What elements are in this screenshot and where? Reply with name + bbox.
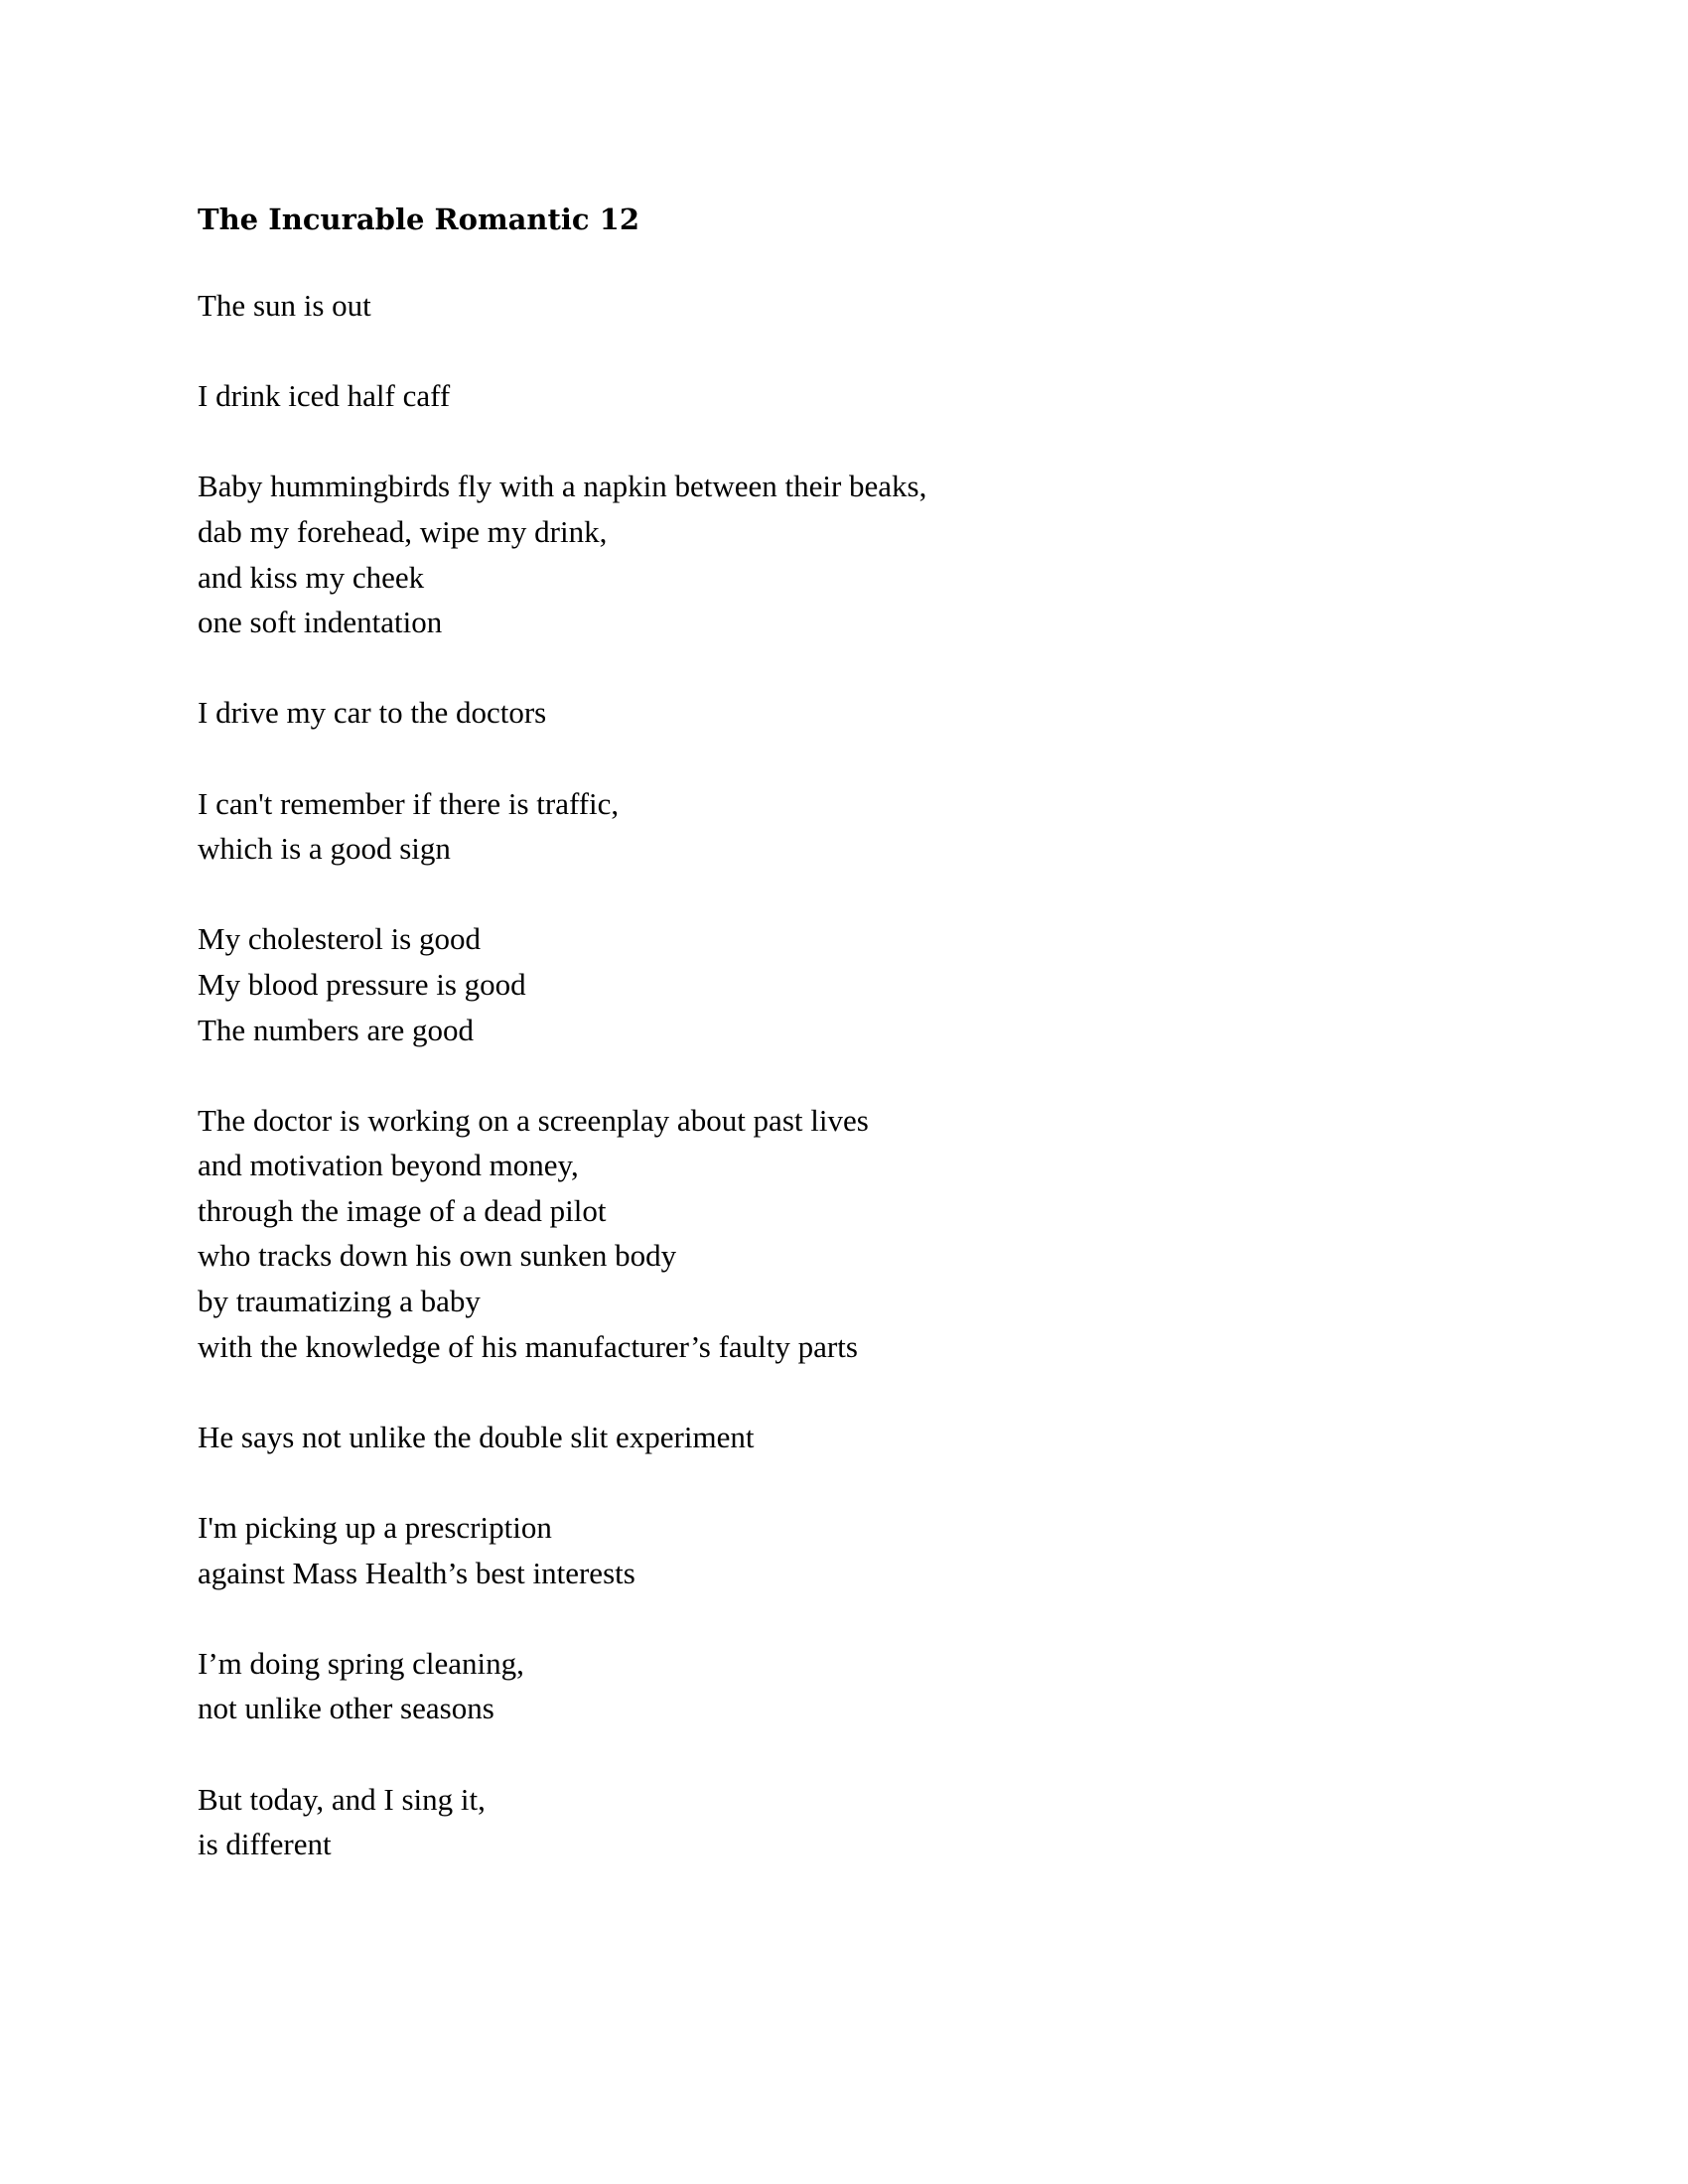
poem-line: who tracks down his own sunken body [198, 1238, 677, 1274]
poem-line: is different [198, 1827, 332, 1862]
poem-line: through the image of a dead pilot [198, 1192, 607, 1228]
poem-line: My cholesterol is good [198, 921, 481, 957]
poem-line: and kiss my cheek [198, 559, 425, 595]
stanza [198, 1505, 1488, 1595]
poem-title: The Incurable Romantic 12 [198, 203, 640, 236]
stanza [198, 1777, 1488, 1867]
poem-line: I can't remember if there is traffic, [198, 785, 620, 821]
stanza [198, 1641, 1488, 1731]
poem-line: But today, and I sing it, [198, 1781, 486, 1817]
stanza [198, 781, 1488, 872]
poem-line: I’m doing spring cleaning, [198, 1645, 524, 1681]
stanza [198, 916, 1488, 1052]
poem-line: Baby hummingbirds fly with a napkin between their beaks, [198, 469, 927, 504]
poem-line: I drink iced half caff [198, 378, 451, 414]
stanza [198, 283, 1488, 329]
poem-line: I'm picking up a prescription [198, 1510, 552, 1546]
poem-line: The sun is out [198, 288, 371, 323]
poem-line: by traumatizing a baby [198, 1284, 481, 1319]
poem-line: The doctor is working on a screenplay about past lives [198, 1102, 869, 1138]
poem-line: which is a good sign [198, 831, 451, 867]
poem-line: I drive my car to the doctors [198, 695, 547, 731]
poem-line: The numbers are good [198, 1012, 475, 1047]
poem-line: against Mass Health’s best interests [198, 1555, 635, 1590]
poem-line: My blood pressure is good [198, 966, 526, 1002]
poem-line: dab my forehead, wipe my drink, [198, 513, 608, 549]
stanza [198, 373, 1488, 419]
poem-line: and motivation beyond money, [198, 1148, 579, 1183]
stanza [198, 1098, 1488, 1370]
poem-line: one soft indentation [198, 605, 443, 640]
stanza [198, 1415, 1488, 1460]
poem-line: He says not unlike the double slit experiment [198, 1419, 755, 1454]
stanza [198, 464, 1488, 644]
poem-line: not unlike other seasons [198, 1691, 494, 1726]
stanza [198, 690, 1488, 736]
poem-line: with the knowledge of his manufacturer’s faulty parts [198, 1328, 858, 1364]
poem-body [198, 283, 1488, 1912]
